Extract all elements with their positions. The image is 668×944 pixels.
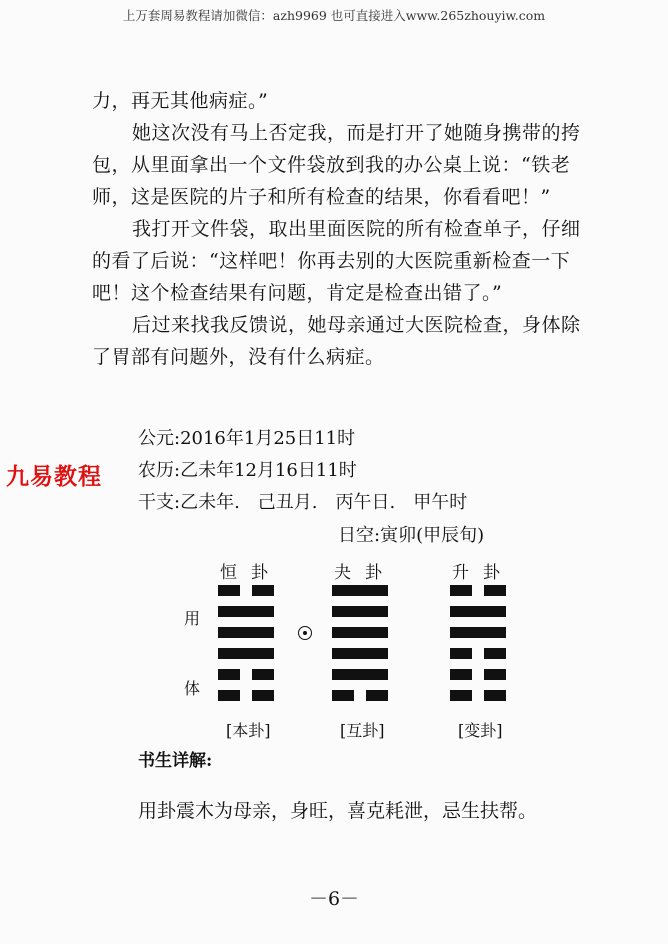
hexagram-ben bbox=[218, 585, 274, 701]
paragraph-3: 我打开文件袋，取出里面医院的所有检查单子，仔细的看了后说：“这样吧！你再去别的大医院重新检查一下吧！这个检查结果有问题，肯定是检查出错了。” bbox=[92, 218, 581, 304]
yin-line-segment bbox=[366, 690, 388, 701]
yin-line-segment bbox=[484, 690, 506, 701]
yang-line bbox=[450, 627, 506, 638]
yin-line-segment bbox=[252, 585, 274, 596]
yang-line bbox=[332, 606, 388, 617]
analysis-text: 用卦震木为母亲，身旺，喜克耗泄，忌生扶帮。 bbox=[138, 800, 538, 822]
label-ben-gua: [本卦] bbox=[226, 721, 271, 740]
yang-line bbox=[218, 648, 274, 659]
label-bian-gua: [变卦] bbox=[458, 721, 503, 740]
yang-line bbox=[332, 627, 388, 638]
hexagram-name-bian: 升卦 bbox=[452, 563, 514, 583]
yin-line-segment bbox=[218, 585, 240, 596]
yang-line bbox=[218, 606, 274, 617]
yin-line-segment bbox=[218, 690, 240, 701]
yang-line bbox=[332, 585, 388, 596]
yin-line-segment bbox=[450, 648, 472, 659]
ganzhi-pillars: 干支:乙未年. 己丑月. 丙午日. 甲午时 bbox=[138, 492, 468, 513]
hexagram-hu bbox=[332, 585, 388, 701]
hexagram-name-hu: 夬卦 bbox=[334, 563, 396, 583]
paragraph-2: 她这次没有马上否定我，而是打开了她随身携带的挎包，从里面拿出一个文件袋放到我的办公桌上说：“铁老师，这是医院的片子和所有检查的结果，你看看吧！” bbox=[92, 122, 581, 208]
hexagram-bian bbox=[450, 585, 506, 701]
yang-line bbox=[450, 606, 506, 617]
paragraph-4: 后过来找我反馈说，她母亲通过大医院检查，身体除了胃部有问题外，没有什么病症。 bbox=[92, 314, 581, 368]
page-number: －6－ bbox=[308, 888, 360, 910]
hexagram-name-ben: 恒卦 bbox=[220, 563, 282, 583]
yang-line bbox=[218, 627, 274, 638]
yang-line bbox=[332, 669, 388, 680]
yin-line-segment bbox=[218, 669, 240, 680]
yin-line-segment bbox=[484, 585, 506, 596]
yong-label: 用 bbox=[184, 609, 201, 628]
ti-label: 体 bbox=[184, 679, 201, 698]
yin-line-segment bbox=[450, 669, 472, 680]
yin-line-segment bbox=[484, 669, 506, 680]
lunar-date: 农历:乙未年12月16日11时 bbox=[138, 460, 357, 481]
yin-line-segment bbox=[450, 585, 472, 596]
yin-line-segment bbox=[332, 690, 354, 701]
yin-line-segment bbox=[252, 669, 274, 680]
yin-line-segment bbox=[252, 690, 274, 701]
yang-line bbox=[332, 648, 388, 659]
watermark-logo: 九易教程 bbox=[6, 464, 102, 490]
section-heading: 书生详解: bbox=[138, 751, 213, 771]
header-watermark-line: 上万套周易教程请加微信：azh9969 也可直接进入www.265zhouyiw.com bbox=[122, 8, 546, 23]
label-hu-gua: [互卦] bbox=[340, 721, 385, 740]
yin-line-segment bbox=[484, 648, 506, 659]
void-branches: 日空:寅卯(甲辰旬) bbox=[338, 525, 485, 546]
gregorian-date: 公元:2016年1月25日11时 bbox=[138, 428, 356, 449]
paragraph-1: 力，再无其他病症。” bbox=[92, 90, 269, 112]
yin-line-segment bbox=[450, 690, 472, 701]
